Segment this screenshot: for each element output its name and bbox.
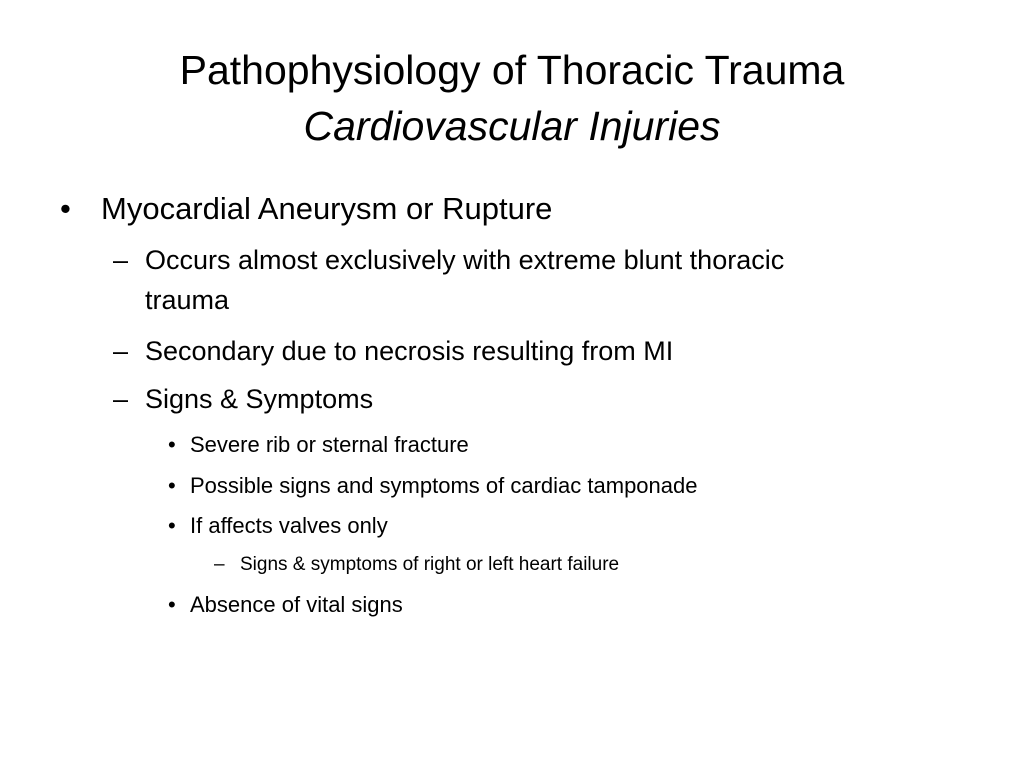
list-item: Possible signs and symptoms of cardiac tamponade [190,473,698,498]
list-item: If affects valves only [190,513,388,538]
bullet-marker: • [168,592,176,617]
dash-marker: – [113,384,129,414]
list-item: Severe rib or sternal fracture [190,432,469,457]
bullet-marker: • [168,473,176,498]
dash-marker: – [113,245,129,275]
bullet-marker: • [168,432,176,457]
bullet-marker: • [60,191,71,226]
slide-title: Pathophysiology of Thoracic Trauma [179,47,845,93]
dash-marker: – [113,336,129,366]
slide-title-block [0,42,1024,154]
bullet-marker: • [168,513,176,538]
sub-bullet-text: Secondary due to necrosis resulting from MI [145,336,674,366]
list-item-detail: Signs & symptoms of right or left heart failure [240,554,620,575]
sub-bullet-text: Occurs almost exclusively with extreme blunt thoracic [145,245,785,275]
slide-subtitle: Cardiovascular Injuries [303,103,721,149]
sub-bullet-text-continued: trauma [145,285,230,315]
list-item: Absence of vital signs [190,592,403,617]
dash-marker: – [214,554,225,575]
main-bullet-text: Myocardial Aneurysm or Rupture [101,191,553,226]
sub-bullet-text: Signs & Symptoms [145,384,374,414]
